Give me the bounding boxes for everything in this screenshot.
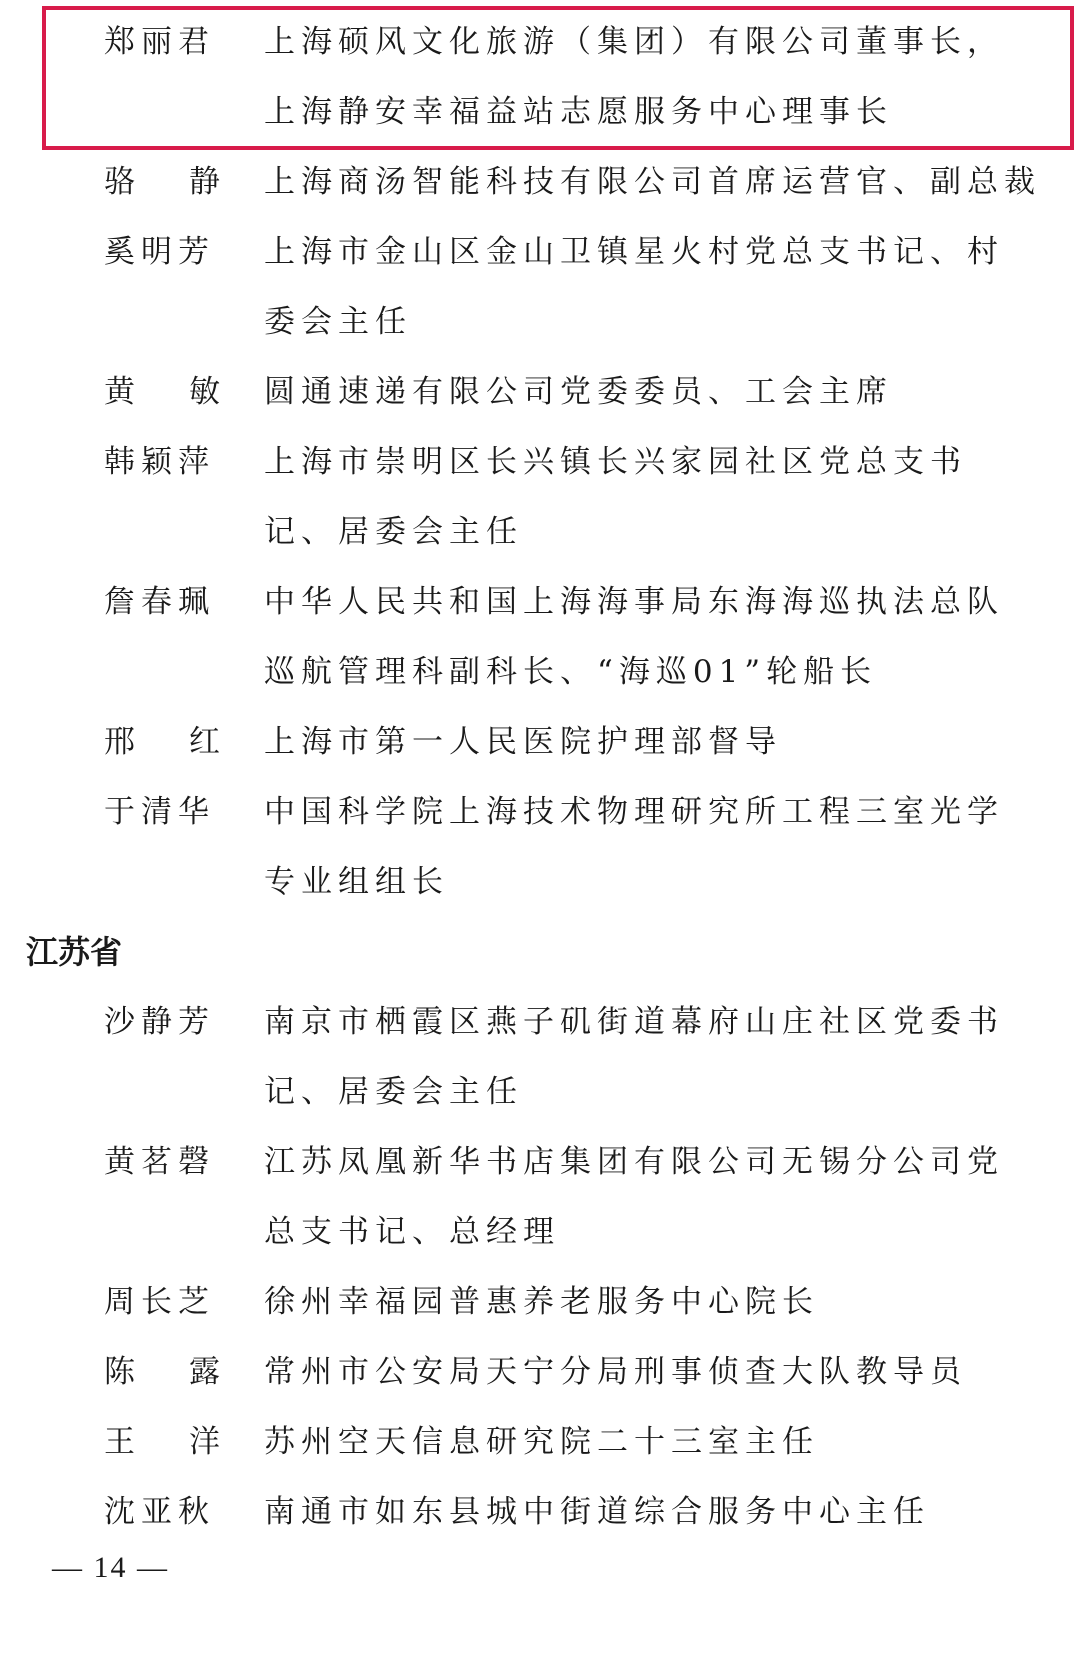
entry-desc-line: 委会主任 [264,304,412,340]
entry-desc-line: 中华人民共和国上海海事局东海海巡执法总队 [264,584,1004,620]
entry-desc-line: 上海市第一人民医院护理部督导 [264,724,782,760]
entry-name [104,1337,220,1407]
entry-name: 沙静芳 [104,1004,215,1040]
entry-name: 于清华 [104,794,215,830]
entry-desc-line: 专业组组长 [264,864,449,900]
entry-name [104,357,220,427]
entry-name-char: 露 [189,1354,220,1390]
page-number: — 14 — [52,1551,169,1584]
entry-name-char: 红 [189,724,220,760]
entry-name: 詹春珮 [104,584,215,620]
entry-name: 沈亚秋 [104,1494,215,1530]
entry-name: 黄茗磬 [104,1144,215,1180]
entry-desc-line: 记、居委会主任 [264,514,523,550]
entry-name-char: 王 [104,1424,135,1460]
entry-desc-line: 中国科学院上海技术物理研究所工程三室光学 [264,794,1004,830]
entry-desc-line: 南京市栖霞区燕子矶街道幕府山庄社区党委书 [264,1004,1004,1040]
entry-desc-line: 上海硕风文化旅游（集团）有限公司董事长， [264,24,1004,60]
entry-desc-line: 常州市公安局天宁分局刑事侦查大队教导员 [264,1354,967,1390]
entry-desc-line: 南通市如东县城中街道综合服务中心主任 [264,1494,930,1530]
entry-desc-line: 上海商汤智能科技有限公司首席运营官、副总裁 [264,164,1041,200]
entry-name-char: 陈 [104,1354,135,1390]
entry-desc-line: 苏州空天信息研究院二十三室主任 [264,1424,819,1460]
entry-name: 奚明芳 [104,234,215,270]
entry-desc-line: 总支书记、总经理 [264,1214,560,1250]
entry-name: 韩颖萍 [104,444,215,480]
entry-name [104,147,220,217]
entry-desc-line: 上海市崇明区长兴镇长兴家园社区党总支书 [264,444,967,480]
entry-name-char: 洋 [189,1424,220,1460]
entry-name [104,707,220,777]
entry-desc-line: 上海市金山区金山卫镇星火村党总支书记、村 [264,234,1004,270]
entry-name-char: 黄 [104,374,135,410]
entry-desc-line: 江苏凤凰新华书店集团有限公司无锡分公司党 [264,1144,1004,1180]
entry-name: 周长芝 [104,1284,215,1320]
entry-desc-line: 上海静安幸福益站志愿服务中心理事长 [264,94,893,130]
entry-name [104,1407,220,1477]
section-title: 江苏省 [26,933,123,971]
entry-name-char: 骆 [104,164,135,200]
entry-name-char: 敏 [189,374,220,410]
entry-desc-line: 记、居委会主任 [264,1074,523,1110]
entry-desc-line: 圆通速递有限公司党委委员、工会主席 [264,374,893,410]
entry-name-char: 静 [189,164,220,200]
entry-desc-line: 巡航管理科副科长、“海巡01”轮船长 [264,654,878,690]
entry-desc-line: 徐州幸福园普惠养老服务中心院长 [264,1284,819,1320]
entry-name-char: 邢 [104,724,135,760]
entry-name: 郑丽君 [104,24,215,60]
